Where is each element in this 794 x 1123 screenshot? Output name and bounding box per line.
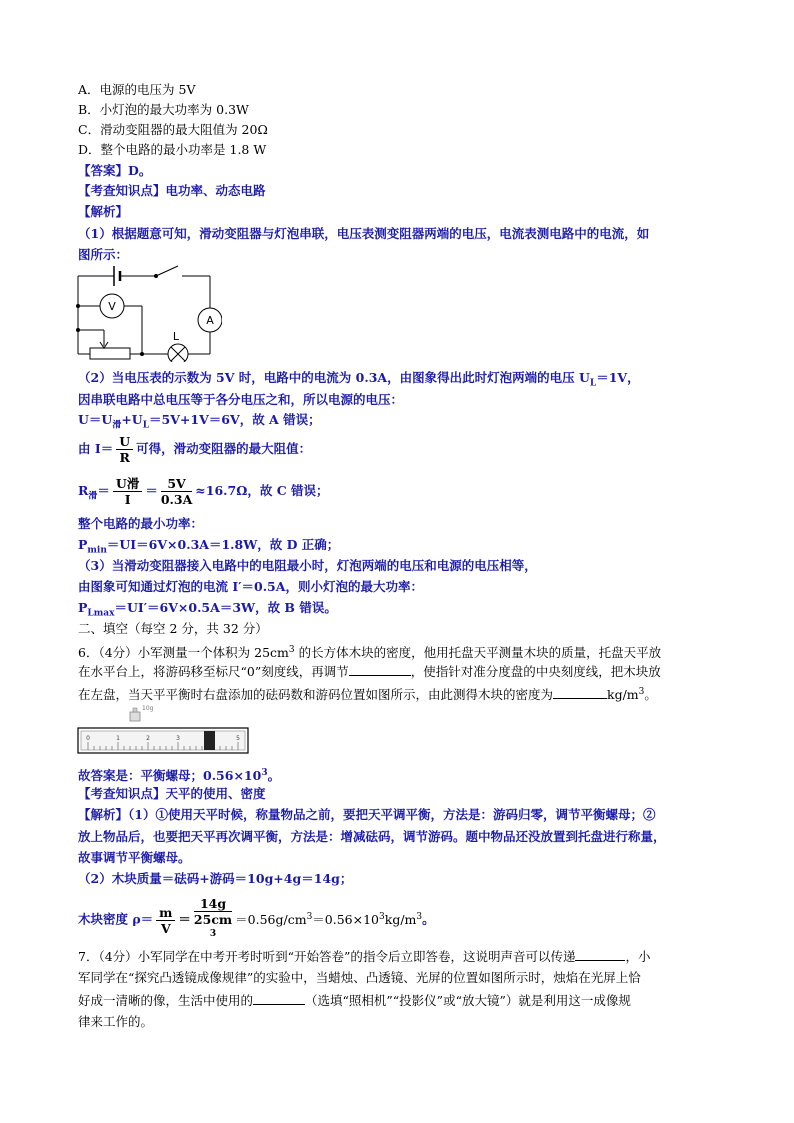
option-c: C．滑动变阻器的最大阻值为 20Ω bbox=[78, 122, 268, 137]
q6-analysis-l1: （1）①使用天平时候，称量物品之前，要把天平调平衡，方法是：游码归零，调节平衡螺母；② bbox=[128, 807, 656, 822]
density-post-b: ＝0.56×10 bbox=[312, 911, 380, 927]
q6-analysis-tag: 【解析】 bbox=[78, 807, 129, 822]
fraction-u-slide-over-i bbox=[113, 476, 142, 507]
density-post-sup2: 3 bbox=[379, 911, 385, 922]
density-pre: 木块密度 ρ＝ bbox=[78, 911, 154, 927]
q6-analysis-line2: 放上物品后，也要把天平再次调平衡，方法是：增减砝码，调节游码。题中物品还没放置到托盘进行称量， bbox=[78, 829, 666, 844]
density-num2: 14g bbox=[194, 896, 232, 912]
eq3-pre: R bbox=[78, 483, 89, 498]
q6-answer bbox=[78, 763, 280, 786]
eq3-eq2: ＝ bbox=[145, 483, 158, 498]
eq1-c: ＝5V+1V＝6V，故 A 错误； bbox=[149, 412, 321, 427]
scale-tick-label: 2 bbox=[146, 735, 150, 742]
density-den2: 25cm bbox=[193, 912, 233, 927]
q6-knowledge bbox=[78, 784, 266, 804]
fraction-m-over-v bbox=[156, 905, 175, 936]
knowledge-text: 电功率、动态电路 bbox=[165, 183, 266, 198]
density-post-a: ＝0.56g/cm bbox=[235, 911, 307, 927]
density-post-c: kg/m bbox=[384, 911, 417, 927]
weight-icon bbox=[130, 708, 140, 721]
equation-ohm bbox=[78, 432, 311, 466]
fraction-14g-over-25cm3 bbox=[194, 896, 232, 944]
section-heading: 二、填空（每空 2 分，共 32 分） bbox=[78, 621, 268, 636]
density-den2-sup: 3 bbox=[209, 929, 217, 939]
answer-blank-4[interactable] bbox=[253, 990, 305, 1005]
answer-blank-3[interactable] bbox=[575, 946, 625, 961]
eq4-a: P bbox=[78, 537, 88, 552]
q6-line1 bbox=[78, 640, 661, 663]
q6-line2 bbox=[78, 661, 661, 682]
q7-line1 bbox=[78, 946, 650, 967]
q6-line1-b: 的长方体木块的密度，他用托盘天平测量木块的质量，托盘天平放 bbox=[294, 645, 662, 661]
option-b: B．小灯泡的最大功率为 0.3W bbox=[78, 102, 249, 117]
fraction-u-over-r bbox=[116, 434, 133, 465]
p2-sub: L bbox=[589, 378, 597, 389]
q6-line3-sup: 3 bbox=[638, 687, 645, 697]
eq1-a: U＝U bbox=[78, 412, 113, 427]
eq3-sub: 滑 bbox=[88, 491, 98, 502]
answer-line: 【答案】D。 bbox=[78, 163, 152, 178]
q7-line4: 律来工作的。 bbox=[78, 1014, 154, 1029]
scale-tick-label: 0 bbox=[86, 735, 90, 742]
analysis-p1-line1: （1）根据题意可知，滑动变阻器与灯泡串联，电压表测变阻器两端的电压，电流表测电路中的电流，如 bbox=[78, 226, 650, 241]
eq2-pre: 由 I＝ bbox=[78, 441, 114, 456]
density-end: 。 bbox=[422, 911, 435, 927]
q6-line3-c: 。 bbox=[644, 687, 657, 703]
analysis-p2-line2: 因串联电路中总电压等于各分电压之和，所以电源的电压： bbox=[78, 392, 404, 407]
scale-tick-label: 5 bbox=[236, 735, 240, 742]
weight-label: 10g bbox=[142, 705, 154, 712]
density-post-sup: 3 bbox=[306, 911, 313, 922]
eq4-sub: min bbox=[87, 545, 107, 556]
p2-text-b: ＝1V， bbox=[596, 370, 640, 385]
eq3-post: ≈16.7Ω，故 C 错误； bbox=[195, 483, 329, 498]
eq1-sub: 滑 bbox=[112, 420, 122, 431]
eq3-eq: ＝ bbox=[97, 483, 110, 498]
eq5-sub: Lmax bbox=[87, 608, 115, 619]
density-eq: ＝ bbox=[178, 911, 191, 927]
density-result bbox=[235, 912, 422, 927]
q7-line3-b: （选填“照相机”“投影仪”或“放大镜”）就是利用这一成像规 bbox=[305, 993, 631, 1008]
answer-blank-2[interactable] bbox=[553, 684, 607, 699]
answer-blank-1[interactable] bbox=[349, 661, 411, 676]
eq1-sub2: L bbox=[142, 420, 150, 431]
ammeter-label: A bbox=[206, 314, 214, 327]
eq1-b: +U bbox=[121, 412, 143, 427]
q6-line1-sup: 3 bbox=[288, 645, 295, 655]
eq3-den1: I bbox=[124, 492, 131, 507]
q6-line2-b: ，使指针对准分度盘的中央刻度线，把木块放 bbox=[410, 664, 661, 679]
equation-resistance bbox=[78, 473, 329, 515]
q6-knowledge-tag: 【考查知识点】 bbox=[78, 786, 166, 801]
density-post-sup3: 3 bbox=[416, 911, 423, 922]
voltmeter-label: V bbox=[108, 300, 116, 313]
scale-tick-label: 3 bbox=[176, 735, 180, 742]
q6-answer-a: 故答案是：平衡螺母；0.56×10 bbox=[78, 768, 262, 784]
rider-marker bbox=[204, 731, 215, 750]
density-num1: m bbox=[156, 905, 175, 921]
eq3-den2: 0.3A bbox=[160, 492, 193, 507]
q6-line1-a: 6．（4分）小军测量一个体积为 25cm bbox=[78, 645, 289, 661]
lamp-label: L bbox=[172, 330, 180, 343]
knowledge-tag: 【考查知识点】 bbox=[78, 183, 166, 198]
analysis-p3-line2: 由图象可知通过灯泡的电流 I′＝0.5A，则小灯泡的最大功率： bbox=[78, 579, 423, 594]
fraction-5v-over-03a bbox=[161, 476, 192, 507]
q6-line2-a: 在水平台上，将游码移至标尺“0”刻度线，再调节 bbox=[78, 664, 349, 679]
q6-density-line bbox=[78, 896, 435, 944]
q6-analysis-line1 bbox=[78, 805, 655, 825]
eq2-post: 可得，滑动变阻器的最大阻值： bbox=[136, 441, 312, 456]
q6-mass-line: （2）木块质量＝砝码+游码＝10g+4g＝14g； bbox=[78, 871, 353, 886]
analysis-tag: 【解析】 bbox=[78, 204, 129, 219]
eq3-num2: 5V bbox=[161, 476, 192, 492]
q7-line1-b: ，小 bbox=[625, 949, 651, 964]
q6-line3-b: kg/m bbox=[607, 687, 639, 703]
balance-scale-figure bbox=[76, 702, 252, 758]
p2-text-a: （2）当电压表的示数为 5V 时，电路中的电流为 0.3A，由图象得出此时灯泡两端的电压 U bbox=[78, 370, 590, 385]
q6-analysis-line3: 故事调节平衡螺母。 bbox=[78, 850, 191, 865]
scale-tick-label: 1 bbox=[116, 735, 120, 742]
q6-answer-sup: 3 bbox=[261, 768, 268, 778]
eq5-b: ＝UI′＝6V×0.5A＝3W，故 B 错误。 bbox=[114, 600, 337, 615]
min-power-label: 整个电路的最小功率： bbox=[78, 516, 204, 531]
density-den1: V bbox=[160, 920, 171, 936]
q6-answer-b: 。 bbox=[267, 768, 281, 784]
eq2-den: R bbox=[119, 450, 130, 465]
q7-line1-a: 7．（4分）小军同学在中考开考时听到“开始答卷”的指令后立即答卷，这说明声音可以传递 bbox=[78, 949, 576, 964]
q6-knowledge-text: 天平的使用、密度 bbox=[165, 786, 266, 801]
analysis-p1-line2: 图所示： bbox=[78, 247, 129, 262]
option-a: A．电源的电压为 5V bbox=[78, 82, 196, 97]
circuit-diagram bbox=[72, 262, 222, 362]
eq2-num: U bbox=[116, 434, 133, 450]
eq5-a: P bbox=[78, 600, 88, 615]
eq4-b: ＝UI＝6V×0.3A＝1.8W，故 D 正确； bbox=[106, 537, 340, 552]
knowledge-line bbox=[78, 181, 266, 201]
option-d: D．整个电路的最小功率是 1.8 W bbox=[78, 142, 267, 157]
analysis-p3-line1: （3）当滑动变阻器接入电路中的电阻最小时，灯泡两端的电压和电源的电压相等， bbox=[78, 558, 537, 573]
q7-line2: 军同学在“探究凸透镜成像规律”的实验中，当蜡烛、凸透镜、光屏的位置如图所示时，烛焰在光屏上恰 bbox=[78, 970, 641, 985]
q7-line3-a: 好成一清晰的像，生活中使用的 bbox=[78, 993, 254, 1008]
q6-line3-a: 在左盘，当天平平衡时右盘添加的砝码数和游码位置如图所示，由此测得木块的密度为 bbox=[78, 687, 554, 703]
q7-line3 bbox=[78, 990, 631, 1011]
eq3-num1: U滑 bbox=[113, 476, 142, 492]
